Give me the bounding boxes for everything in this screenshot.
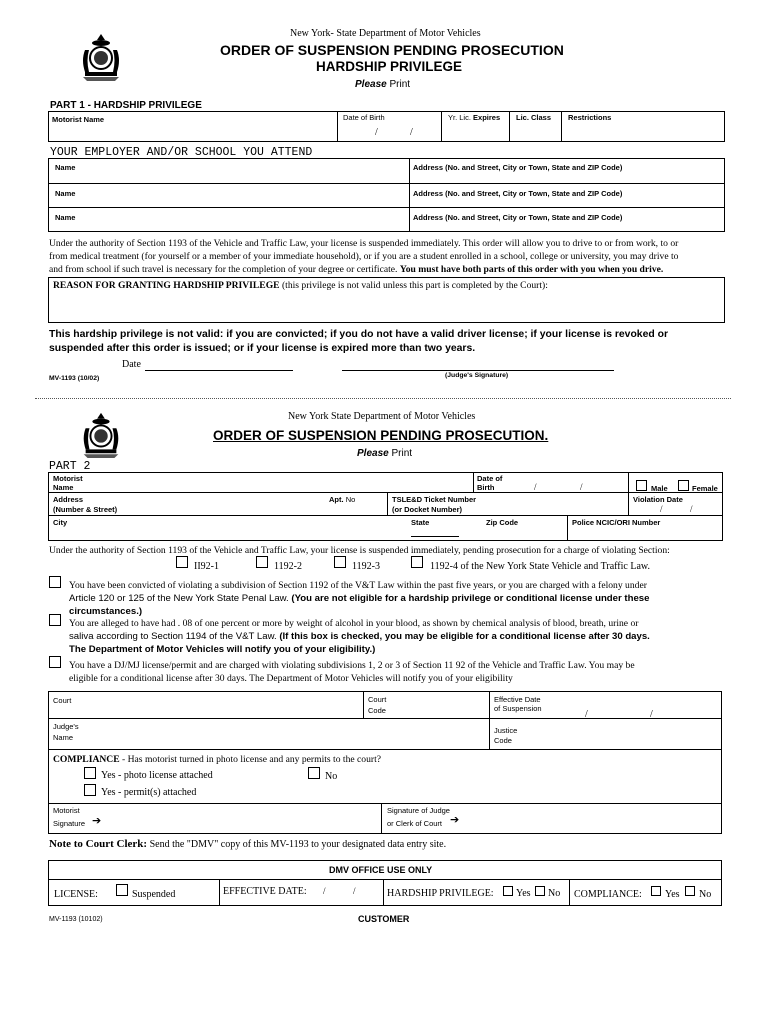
part2-birth-field[interactable]: Birth <box>477 483 495 492</box>
section-1192-2-label: 1192-2 <box>274 561 302 572</box>
court-code-field[interactable]: Code <box>368 706 386 715</box>
male-checkbox[interactable] <box>636 480 647 491</box>
employer-address-2[interactable]: Address (No. and Street, City or Town, State and ZIP Code) <box>413 189 623 198</box>
suspended-checkbox[interactable] <box>116 884 128 896</box>
employer-address-1[interactable]: Address (No. and Street, City or Town, State and ZIP Code) <box>413 163 623 172</box>
part2-motorist-label: Motorist <box>53 474 83 483</box>
reason-bold: REASON FOR GRANTING HARDSHIP PRIVILEGE <box>53 280 280 291</box>
state-seal-top <box>77 32 125 82</box>
note-bold: Note to Court Clerk: <box>49 838 148 850</box>
yr-lic-label: Yr. Lic. <box>448 113 471 122</box>
employer-name-3[interactable]: Name <box>55 213 76 222</box>
compliance2-no-checkbox[interactable] <box>685 886 695 896</box>
part2-title: ORDER OF SUSPENSION PENDING PROSECUTION. <box>213 428 549 443</box>
license-label: LICENSE: <box>54 889 98 900</box>
note-to-clerk <box>49 838 446 850</box>
opt3-line1: You have a DJ/MJ license/permit and are charged with violating subdivisions 1, 2 or 3 of Section 11 92 of the Vehicle and Traffic Law. You may be <box>69 660 635 671</box>
yes-photo-checkbox[interactable] <box>84 767 96 779</box>
court-code-label1: Court <box>368 695 387 704</box>
clerk-arrow-icon: ➔ <box>450 813 460 826</box>
part2-motorist-table <box>48 472 723 541</box>
state-seal-bottom <box>77 411 125 459</box>
judges-name-field[interactable]: Name <box>53 733 74 742</box>
motorist-arrow-icon: ➔ <box>92 814 102 827</box>
male-label: Male <box>651 484 668 493</box>
suspended-label: Suspended <box>132 889 176 900</box>
part2-form-number: MV-1193 (10102) <box>49 916 103 923</box>
please-print <box>355 79 410 90</box>
justice-label1: Justice <box>494 726 518 735</box>
part1-para-line3 <box>49 263 729 276</box>
form-subtitle: HARDSHIP PRIVILEGE <box>316 59 463 74</box>
opt1-line2b: (You are not eligible for a hardship privilege or conditional license under these <box>291 593 650 604</box>
motorist-signature-field[interactable]: Signature <box>53 819 86 828</box>
customer-copy-label: CUSTOMER <box>358 914 410 924</box>
part2-please-print <box>357 448 412 459</box>
warning-line2: suspended after this order is issued; or if your license is expired more than two years. <box>49 343 476 354</box>
part2-authority-text: Under the authority of Section 1193 of the Vehicle and Traffic Law, your license is suspended immediately, pending prosecution for a charge of violating Section: <box>49 545 670 556</box>
yr-lic-expires-field[interactable] <box>448 113 500 122</box>
hardship-yes-checkbox[interactable] <box>503 886 513 896</box>
section-1192-2-checkbox[interactable] <box>256 556 268 568</box>
yes-permit-checkbox[interactable] <box>84 784 96 796</box>
apt-no-label: No <box>345 495 356 504</box>
eff-slash-1: / <box>585 709 588 720</box>
part2-dob-slash-1: / <box>534 482 537 492</box>
compliance2-no-label: No <box>699 889 712 900</box>
date-line[interactable] <box>145 370 293 371</box>
motorist-sig-label1: Motorist <box>53 806 80 815</box>
judge-sig-label1: Signature of Judge <box>387 806 450 815</box>
city-field[interactable]: City <box>53 518 68 527</box>
female-label: Female <box>692 484 718 493</box>
part2-print-label: Print <box>391 448 413 459</box>
cut-line <box>35 398 731 399</box>
compliance2-yes-checkbox[interactable] <box>651 886 661 896</box>
prior-conviction-text <box>69 579 729 618</box>
female-checkbox[interactable] <box>678 480 689 491</box>
employer-name-1[interactable]: Name <box>55 163 76 172</box>
section-1192-3-checkbox[interactable] <box>334 556 346 568</box>
opt2-line2b: (If this box is checked, you may be eligible for a conditional license after 30 days. <box>279 631 650 642</box>
lic-class-field[interactable]: Lic. Class <box>516 113 552 122</box>
yes-permit-label: Yes - permit(s) attached <box>101 787 197 798</box>
dob-slash-1: / <box>375 127 378 138</box>
violation-date-field[interactable]: Violation Date <box>633 495 683 504</box>
opt2-line2 <box>69 630 729 643</box>
dmv-eff-slash-2: / <box>353 886 356 896</box>
effective-date-field[interactable]: of Suspension <box>494 704 542 713</box>
prior-conviction-checkbox[interactable] <box>49 576 61 588</box>
compliance-no-label: No <box>325 771 338 782</box>
part2-heading: PART 2 <box>49 460 91 473</box>
reason-rest: (this privilege is not valid unless this part is completed by the Court): <box>281 280 548 291</box>
opt1-line3: circumstances.) <box>69 606 143 617</box>
compliance-bold: COMPLIANCE <box>53 754 120 765</box>
alcohol-level-text <box>69 617 729 656</box>
section-1192-4-label: 1192-4 of the New York State Vehicle and Traffic Law. <box>430 561 650 572</box>
dj-mj-license-checkbox[interactable] <box>49 656 61 668</box>
part1-para-bold: You must have both parts of this order with you when you drive. <box>399 264 664 275</box>
tsled-ticket-field[interactable]: TSLE&D Ticket Number <box>392 495 477 504</box>
compliance-no-checkbox[interactable] <box>308 767 320 779</box>
opt1-line2 <box>69 592 729 605</box>
motorist-info-row <box>48 111 725 142</box>
judges-label1: Judge's <box>53 722 79 731</box>
validity-warning <box>49 328 668 356</box>
part2-dob-slash-2: / <box>580 482 583 492</box>
part2-name-field[interactable]: Name <box>53 483 74 492</box>
court-field[interactable]: Court <box>53 696 72 705</box>
part2-address-label[interactable]: Address <box>53 495 84 504</box>
section-1192-3-label: 1192-3 <box>352 561 380 572</box>
reason-label <box>53 280 548 291</box>
agency-name: New York- State Department of Motor Vehicles <box>290 28 481 39</box>
zip-code-field[interactable]: Zip Code <box>486 518 519 527</box>
note-rest: Send the "DMV" copy of this MV-1193 to your designated data entry site. <box>149 839 447 850</box>
compliance2-label: COMPLIANCE: <box>574 889 642 900</box>
dmv-eff-slash-1: / <box>323 886 326 896</box>
employer-name-2[interactable]: Name <box>55 189 76 198</box>
opt2-line1: You are alleged to have had . 08 of one percent or more by weight of alcohol in your blood, as shown by chemical analysis of blood, breath, urine or <box>69 618 639 629</box>
part2-date-of-label: Date of <box>477 474 503 483</box>
part2-agency: New York State Department of Motor Vehicles <box>288 411 476 422</box>
part1-heading: PART 1 - HARDSHIP PRIVILEGE <box>50 100 202 111</box>
hardship-yes-label: Yes <box>516 888 531 899</box>
justice-code-field[interactable]: Code <box>494 736 512 745</box>
opt1-line1: You have been convicted of violating a subdivision of Section 1192 of the V&T Law within the past five years, or you are charged with a felony under <box>69 580 647 591</box>
part1-para-line1: Under the authority of Section 1193 of the Vehicle and Traffic Law, your license is suspended immediately. This order will allow you to drive to or from work, to or <box>49 238 679 249</box>
employer-heading: YOUR EMPLOYER AND/OR SCHOOL YOU ATTEND <box>50 146 313 159</box>
form-title: ORDER OF SUSPENSION PENDING PROSECUTION <box>220 42 564 58</box>
warning-line1: This hardship privilege is not valid: if you are convicted; if you do not have a valid driver license; if your license is revoked or <box>49 329 668 340</box>
employer-table <box>48 158 725 232</box>
expires-label: Expires <box>473 113 501 122</box>
police-ncic-field[interactable]: Police NCIC/ORI Number <box>572 518 661 527</box>
effective-date-label1: Effective Date <box>494 695 541 704</box>
opt2-line3: The Department of Motor Vehicles will notify you of your eligibility.) <box>69 644 376 655</box>
opt1-line2a: Article 120 or 125 of the New York State Penal Law. <box>69 593 289 604</box>
compliance-rest: - Has motorist turned in photo license and any permits to the court? <box>122 754 382 765</box>
eff-slash-2: / <box>650 709 653 720</box>
date-label: Date <box>122 359 141 370</box>
dob-slash-2: / <box>410 127 413 138</box>
opt3-line2: eligible for a conditional license after 30 days. The Department of Motor Vehicles will notify you of your eligibility <box>69 673 513 684</box>
hardship-no-label: No <box>548 888 561 899</box>
effective-date-label: EFFECTIVE DATE: <box>223 886 307 897</box>
clerk-signature-field[interactable]: or Clerk of Court <box>387 819 443 828</box>
apt-label: Apt. <box>329 495 344 504</box>
docket-label: (or Docket Number) <box>392 505 463 514</box>
alcohol-level-checkbox[interactable] <box>49 614 61 626</box>
restrictions-field[interactable]: Restrictions <box>568 113 612 122</box>
violation-slash-1: / <box>660 504 663 514</box>
section-1192-1-label: II92-1 <box>194 561 219 572</box>
section-1192-1-checkbox[interactable] <box>176 556 188 568</box>
judge-signature-line[interactable] <box>342 370 614 371</box>
print-label: Print <box>389 79 411 90</box>
dob-field[interactable]: Date of Birth <box>343 113 385 122</box>
motorist-name-field[interactable]: Motorist Name <box>52 115 105 124</box>
judge-signature-label: (Judge's Signature) <box>445 372 509 379</box>
part1-para-line2: from medical treatment (for yourself or a member of your immediate household), or if you are a student enrolled in a school, college or university, you may drive to <box>49 251 679 262</box>
compliance2-yes-label: Yes <box>665 889 680 900</box>
part2-number-street-label: (Number & Street) <box>53 505 118 514</box>
dmv-office-use-heading: DMV OFFICE USE ONLY <box>329 865 433 875</box>
part1-authority-text <box>49 237 729 276</box>
state-field[interactable]: State <box>411 518 430 527</box>
hardship-no-checkbox[interactable] <box>535 886 545 896</box>
please-label: Please <box>355 79 387 90</box>
violation-slash-2: / <box>690 504 693 514</box>
apt-no-field[interactable] <box>329 495 355 504</box>
yes-photo-label: Yes - photo license attached <box>101 770 213 781</box>
part1-form-number: MV-1193 (10/02) <box>49 375 100 382</box>
section-1192-4-checkbox[interactable] <box>411 556 423 568</box>
opt2-line2a: saliva according to Section 1194 of the V&T Law. <box>69 631 277 642</box>
dj-mj-license-text <box>69 659 729 685</box>
part1-para-line3-text: and from school if such travel is necessary for the completion of your degree or certificate. <box>49 264 398 275</box>
employer-address-3[interactable]: Address (No. and Street, City or Town, State and ZIP Code) <box>413 213 623 222</box>
part2-please-label: Please <box>357 448 389 459</box>
hardship-label: HARDSHIP PRIVILEGE: <box>387 888 494 899</box>
compliance-question <box>53 754 381 765</box>
